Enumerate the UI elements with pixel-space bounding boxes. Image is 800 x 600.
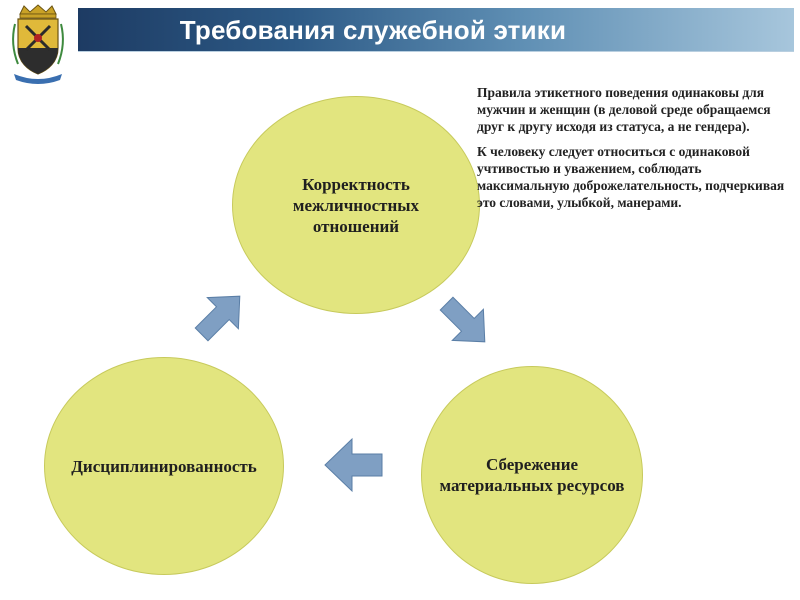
arrow-right-to-left-icon — [322, 435, 386, 495]
node-right-circle — [421, 366, 643, 584]
node-left-label: Дисциплинированность — [71, 456, 257, 476]
node-top-circle — [232, 96, 480, 314]
note-paragraph-2: К человеку следует относиться с одинаковой учтивостью и уважением, соблюдать максимальную доброжелательность, подчеркивая это словами, улыбкой, манерами. — [477, 144, 785, 210]
arrow-left-to-top-icon — [188, 283, 252, 349]
side-note — [477, 84, 793, 219]
coat-of-arms-emblem — [6, 4, 70, 84]
slide-title: Требования служебной этики — [179, 14, 567, 45]
note-paragraph-1: Правила этикетного поведения одинаковы для мужчин и женщин (в деловой среде обращаемся друг к другу исходя из статуса, а не гендера). — [477, 85, 771, 134]
arrow-top-to-right-icon — [434, 290, 496, 354]
node-right-label: Сбережение материальных ресурсов — [439, 455, 625, 495]
node-left-circle — [44, 357, 284, 575]
node-top-label: Корректность межличностных отношений — [292, 174, 420, 236]
